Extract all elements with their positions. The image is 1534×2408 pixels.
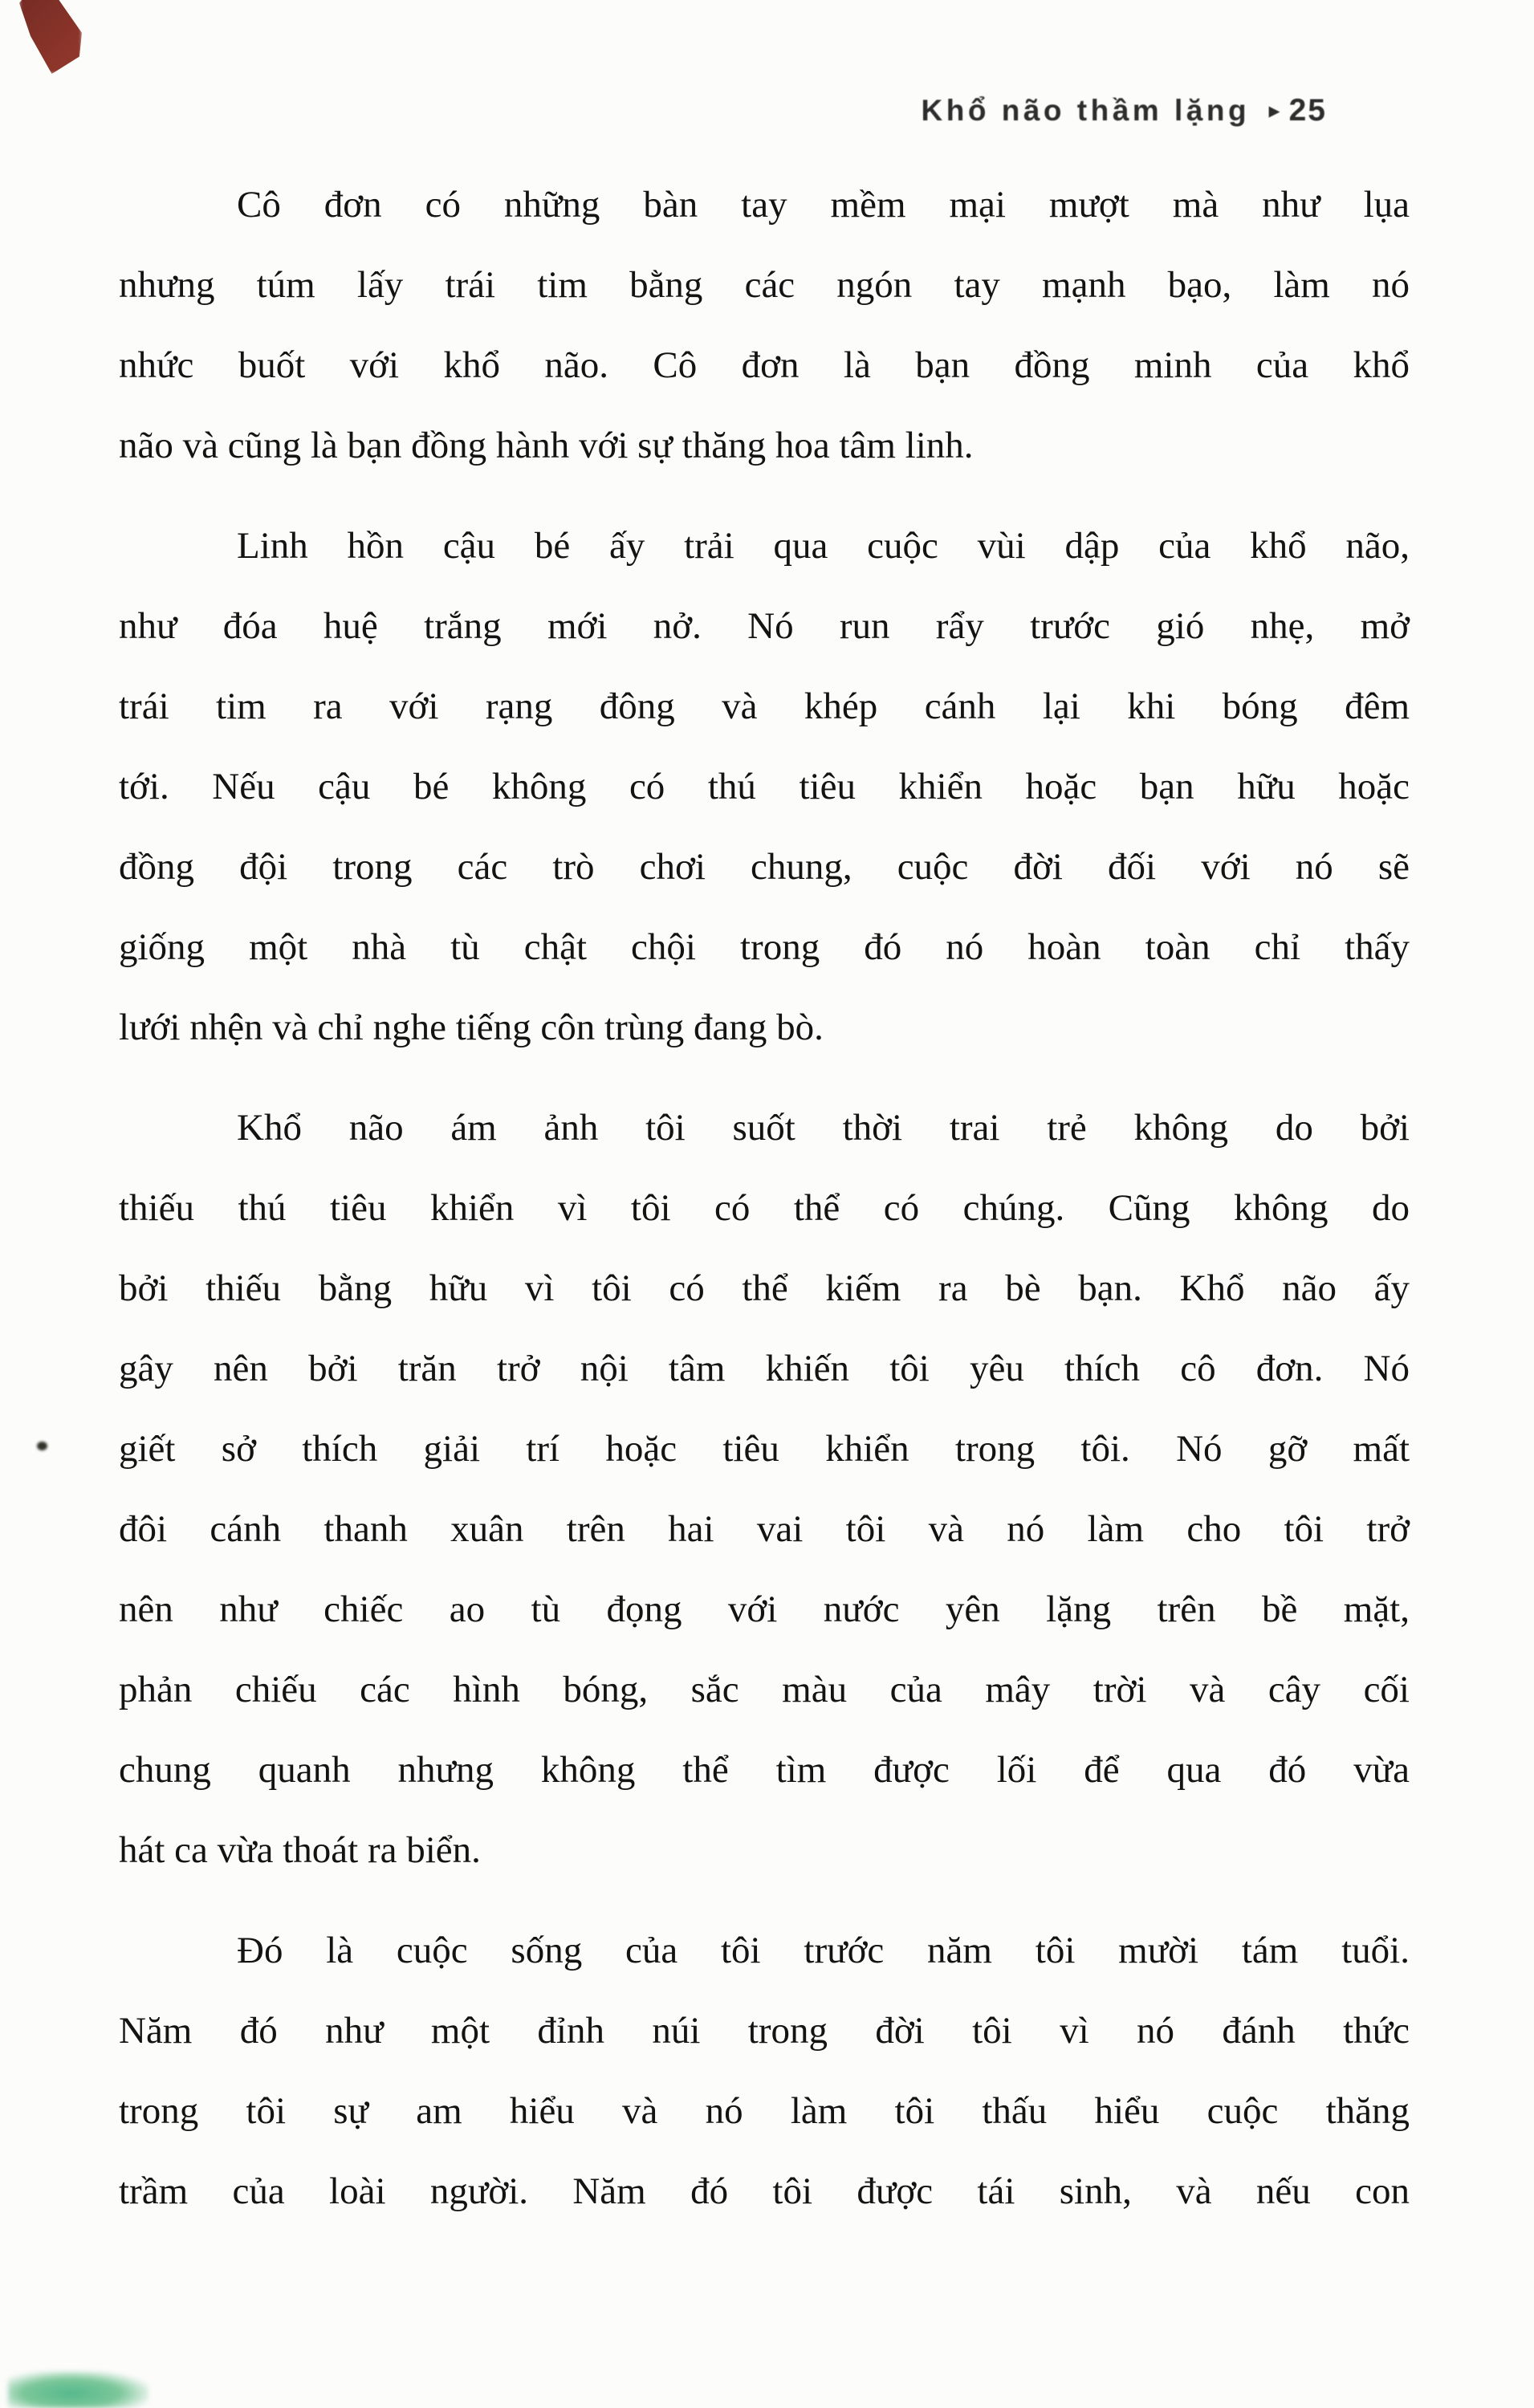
text-line: trầm của loài người. Năm đó tôi được tái sinh, và nếu con (119, 2170, 1410, 2212)
text-line: nhưng túm lấy trái tim bằng các ngón tay mạnh bạo, làm nó (119, 264, 1410, 306)
text-block (119, 165, 1410, 2251)
triangle-right-icon: ▸ (1269, 100, 1280, 122)
text-line: trái tim ra với rạng đông và khép cánh lại khi bóng đêm (119, 685, 1410, 727)
text-line: giống một nhà tù chật chội trong đó nó hoàn toàn chỉ thấy (119, 926, 1410, 968)
text-line: Cô đơn có những bàn tay mềm mại mượt mà như lụa (237, 184, 1410, 226)
paragraph (119, 506, 1410, 1068)
page-number: 25 (1288, 93, 1327, 128)
text-line: nhức buốt với khổ não. Cô đơn là bạn đồng minh của khổ (119, 344, 1410, 386)
text-line: tới. Nếu cậu bé không có thú tiêu khiển hoặc bạn hữu hoặc (119, 766, 1410, 807)
text-line: phản chiếu các hình bóng, sắc màu của mây trời và cây cối (119, 1669, 1410, 1710)
text-line: Năm đó như một đỉnh núi trong đời tôi vì nó đánh thức (119, 2010, 1410, 2052)
text-line: giết sở thích giải trí hoặc tiêu khiển trong tôi. Nó gỡ mất (119, 1428, 1410, 1470)
text-line: Khổ não ám ảnh tôi suốt thời trai trẻ không do bởi (237, 1107, 1410, 1149)
scan-artifact-top-left (19, 0, 82, 74)
running-header (922, 93, 1327, 128)
text-line: chung quanh nhưng không thể tìm được lối để qua đó vừa (119, 1749, 1410, 1791)
text-line: hát ca vừa thoát ra biển. (119, 1829, 481, 1871)
text-line: như đóa huệ trắng mới nở. Nó run rẩy trước gió nhẹ, mở (119, 605, 1410, 647)
text-line: Đó là cuộc sống của tôi trước năm tôi mười tám tuổi. (237, 1930, 1410, 1971)
text-line: đồng đội trong các trò chơi chung, cuộc đời đối với nó sẽ (119, 846, 1410, 888)
paragraph (119, 1088, 1410, 1890)
text-line: nên như chiếc ao tù đọng với nước yên lặng trên bề mặt, (119, 1588, 1410, 1630)
text-line: đôi cánh thanh xuân trên hai vai tôi và nó làm cho tôi trở (119, 1508, 1410, 1550)
running-title: Khổ não thầm lặng (921, 94, 1251, 127)
text-line: thiếu thú tiêu khiển vì tôi có thể có chúng. Cũng không do (119, 1187, 1410, 1229)
dust-speck (37, 1442, 47, 1450)
paragraph (119, 165, 1410, 486)
text-line: bởi thiếu bằng hữu vì tôi có thể kiếm ra bè bạn. Khổ não ấy (119, 1267, 1410, 1309)
paragraph (119, 1910, 1410, 2231)
text-line: não và cũng là bạn đồng hành với sự thăng hoa tâm linh. (119, 425, 974, 466)
text-line: gây nên bởi trăn trở nội tâm khiến tôi yêu thích cô đơn. Nó (119, 1348, 1410, 1389)
text-line: lưới nhện và chỉ nghe tiếng côn trùng đang bò. (119, 1007, 824, 1048)
scan-artifact-bottom-left (8, 2371, 149, 2408)
text-line: trong tôi sự am hiểu và nó làm tôi thấu hiểu cuộc thăng (119, 2090, 1410, 2132)
text-line: Linh hồn cậu bé ấy trải qua cuộc vùi dập của khổ não, (237, 525, 1410, 567)
